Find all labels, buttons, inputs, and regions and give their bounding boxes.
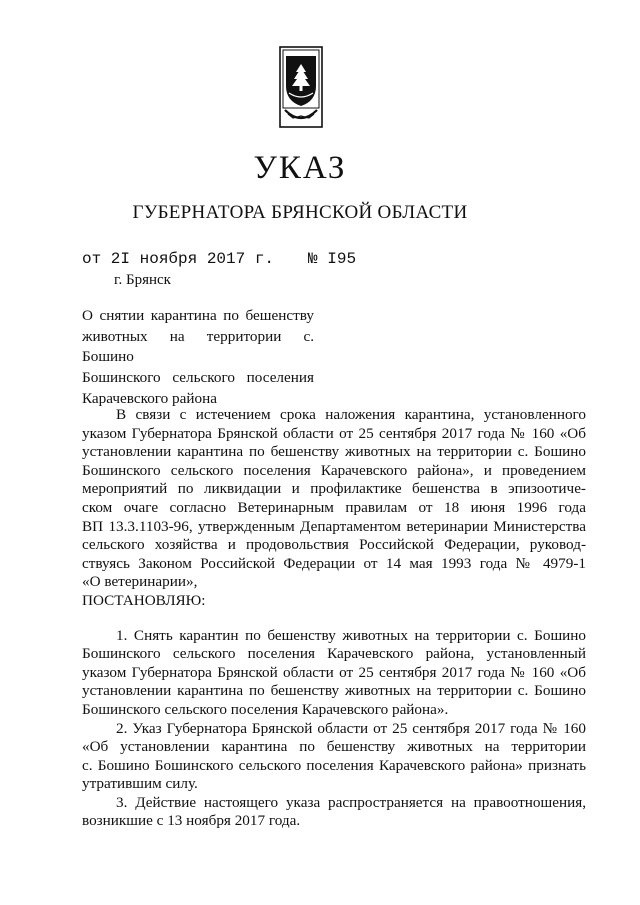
text-line: возникшие с 13 ноября 2017 года. [82, 812, 301, 830]
coat-of-arms-icon [279, 46, 323, 128]
item-3-paragraph [82, 794, 586, 831]
text-line: ском очаге согласно Ветеринарным правилам от 18 июня 1996 года [82, 498, 586, 516]
text-line: 2. Указ Губернатора Брянской области от 25 сентября 2017 года № 160 [116, 719, 586, 737]
document-subtitle: ГУБЕРНАТОРА БРЯНСКОЙ ОБЛАСТИ [132, 202, 468, 223]
subject-line: О снятии карантина по бешенству [82, 307, 314, 324]
text-line: Бошинского сельского поселения Карачевского района», и проведением [82, 461, 586, 479]
text-line: сельского хозяйства и продовольствия Российской Федерации, руковод- [82, 536, 586, 554]
subject-line: Бошинского сельского поселения [82, 369, 314, 387]
subject-line: Карачевского района [82, 389, 217, 407]
text-line: «Об установлении карантина по бешенству животных на территории [82, 738, 586, 756]
item-1-paragraph [82, 627, 586, 720]
subject-line: животных на территории с. Бошино [82, 327, 314, 366]
item-2-paragraph [82, 720, 586, 794]
text-line: указом Губернатора Брянской области от 25 сентября 2017 года № 160 «Об [82, 424, 586, 442]
text-line: мероприятий по ликвидации и профилактике бешенства в эпизоотиче- [82, 480, 586, 498]
decree-number: № I95 [308, 250, 357, 268]
decree-city: г. Брянск [114, 272, 171, 288]
text-line: 3. Действие настоящего указа распространяется на правоотношения, [116, 793, 586, 811]
text-line: 1. Снять карантин по бешенству животных на территории с. Бошино [116, 626, 586, 644]
decree-subject [82, 306, 314, 410]
decree-date: от 2I ноября 2017 г. [82, 250, 275, 268]
document-title: УКАЗ [253, 150, 347, 186]
text-line: ВП 13.3.1103-96, утвержденным Департаментом ветеринарии Министерства [82, 517, 586, 535]
decree-word: ПОСТАНОВЛЯЮ: [82, 591, 206, 609]
text-line: ствуясь Законом Российской Федерации от 14 мая 1993 года № 4979-1 [82, 554, 586, 572]
text-line: с. Бошино Бошинского сельского поселения Карачевского района» признать [82, 756, 586, 774]
decree-body [82, 406, 586, 831]
text-line: Бошинского сельского поселения Карачевского района». [82, 700, 449, 718]
text-line: В связи с истечением срока наложения карантина, установленного [116, 406, 586, 423]
text-line: установлении карантина по бешенству животных на территории с. Бошино [82, 682, 586, 700]
text-line: указом Губернатора Брянской области от 25 сентября 2017 года № 160 «Об [82, 663, 586, 681]
text-line: установлении карантина по бешенству животных на территории с. Бошино [82, 443, 586, 461]
text-line: Бошинского сельского поселения Карачевского района, установленный [82, 645, 586, 663]
date-number-line [82, 250, 356, 268]
text-line: утратившим силу. [82, 775, 198, 793]
preamble-paragraph [82, 406, 586, 611]
text-line: «О ветеринарии», [82, 573, 198, 591]
